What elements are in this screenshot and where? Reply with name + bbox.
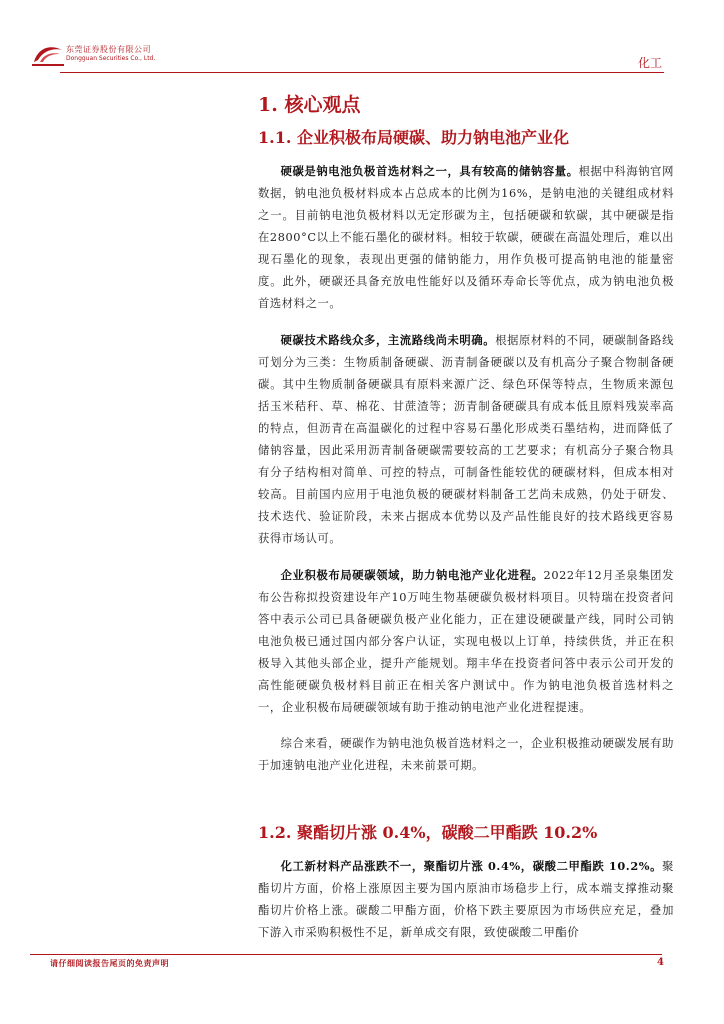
paragraph-summary: 综合来看，硬碳作为钠电池负极首选材料之一，企业积极推动硬碳发展有助于加速钠电池产业化进程，未来前景可期。 [258, 737, 674, 772]
paragraph-lead: 企业积极布局硬碳领域，助力钠电池产业化进程。 [280, 568, 544, 582]
sector-label: 化工 [637, 56, 662, 70]
paragraph-text: 根据原材料的不同，硬碳制备路线可划分为三类：生物质制备硬碳、沥青制备硬碳以及有机高分子聚合物制备硬碳。其中生物质制备硬碳具有原料来源广泛、绿色环保等特点，生物质来源包括玉米秸秆、草、棉花、甘蔗渣等；沥青制备硬碳具有成本低且原料残炭率高的特点，但沥青在高温碳化的过程中容易石墨化形成类石墨结构，进而降低了储钠容量，因此采用沥青制备硬碳需要较高的工艺要求；有机高分子聚合物具有分子结构相对简单、可控的特点，可制备性能较优的硬碳材料，但成本相对较高。目前国内应用于电池负极的硬碳材料制备工艺尚未成熟，仍处于研发、技术迭代、验证阶段，未来占据成本优势以及产品性能良好的技术路线更容易获得市场认可。 [258, 334, 674, 545]
report-body [258, 90, 674, 944]
footer-divider [30, 954, 662, 955]
page-number: 4 [657, 957, 664, 968]
paragraph-lead: 硬碳技术路线众多，主流路线尚未明确。 [280, 333, 496, 347]
subsection-title-1: 1.1. 企业积极布局硬碳、助力钠电池产业化 [258, 128, 569, 147]
page-header [0, 0, 724, 72]
subsection-title-2: 1.2. 聚酯切片涨 0.4%，碳酸二甲酯跌 10.2% [258, 823, 598, 842]
disclaimer-note: 请仔细阅读报告尾页的免责声明 [50, 959, 169, 968]
paragraph-text: 根据中科海钠官网数据，钠电池负极材料成本占总成本的比例为16%，是钠电池的关键组成材料之一。目前钠电池负极材料以无定形碳为主，包括硬碳和软碳，其中硬碳是指在2800°C以上不能石墨化的碳材料。相较于软碳，硬碳在高温处理后，难以出现石墨化的现象，表现出更强的储钠能力，用作负极可提高钠电池的能量密度。此外，硬碳还具备充放电性能好以及循环寿命长等优点，成为钠电池负极首选材料之一。 [258, 165, 674, 310]
paragraph-lead: 硬碳是钠电池负极首选材料之一，具有较高的储钠容量。 [280, 164, 579, 178]
paragraph-new-materials [258, 855, 674, 944]
paragraph-text: 2022年12月圣泉集团发布公告称拟投资建设年产10万吨生物基硬碳负极材料项目。贝特瑞在投资者问答中表示公司已具备硬碳负极产业化能力，正在建设硬碳量产线，同时公司钠电池负极已通过国内部分客户认证，实现电极以上订单，持续供货，并正在积极导入其他头部企业，提升产能规划。翔丰华在投资者问答中表示公司开发的高性能硬碳负极材料目前正在相关客户测试中。作为钠电池负极首选材料之一，企业积极布局硬碳领域有助于推动钠电池产业化进程提速。 [258, 569, 674, 714]
paragraph-text: 聚酯切片方面，价格上涨原因主要为国内原油市场稳步上行，成本端支撑推动聚酯切片价格上涨。碳酸二甲酯方面，价格下跌主要原因为市场供应充足，叠加下游入市采购积极性不足，新单成交有限，致使碳酸二甲酯价 [258, 860, 674, 939]
company-logo-icon [30, 40, 66, 68]
paragraph-tech-routes [258, 329, 674, 550]
company-name-cn: 东莞证券股份有限公司 [66, 45, 151, 54]
paragraph-hard-carbon-capacity [258, 160, 674, 315]
header-divider [60, 72, 664, 73]
company-name-en: Dongguan Securities Co., Ltd. [66, 55, 156, 62]
paragraph-industry-layout [258, 564, 674, 719]
paragraph-lead: 化工新材料产品涨跌不一，聚酯切片涨 0.4%，碳酸二甲酯跌 10.2%。 [280, 859, 663, 873]
section-title: 1. 核心观点 [258, 94, 361, 116]
